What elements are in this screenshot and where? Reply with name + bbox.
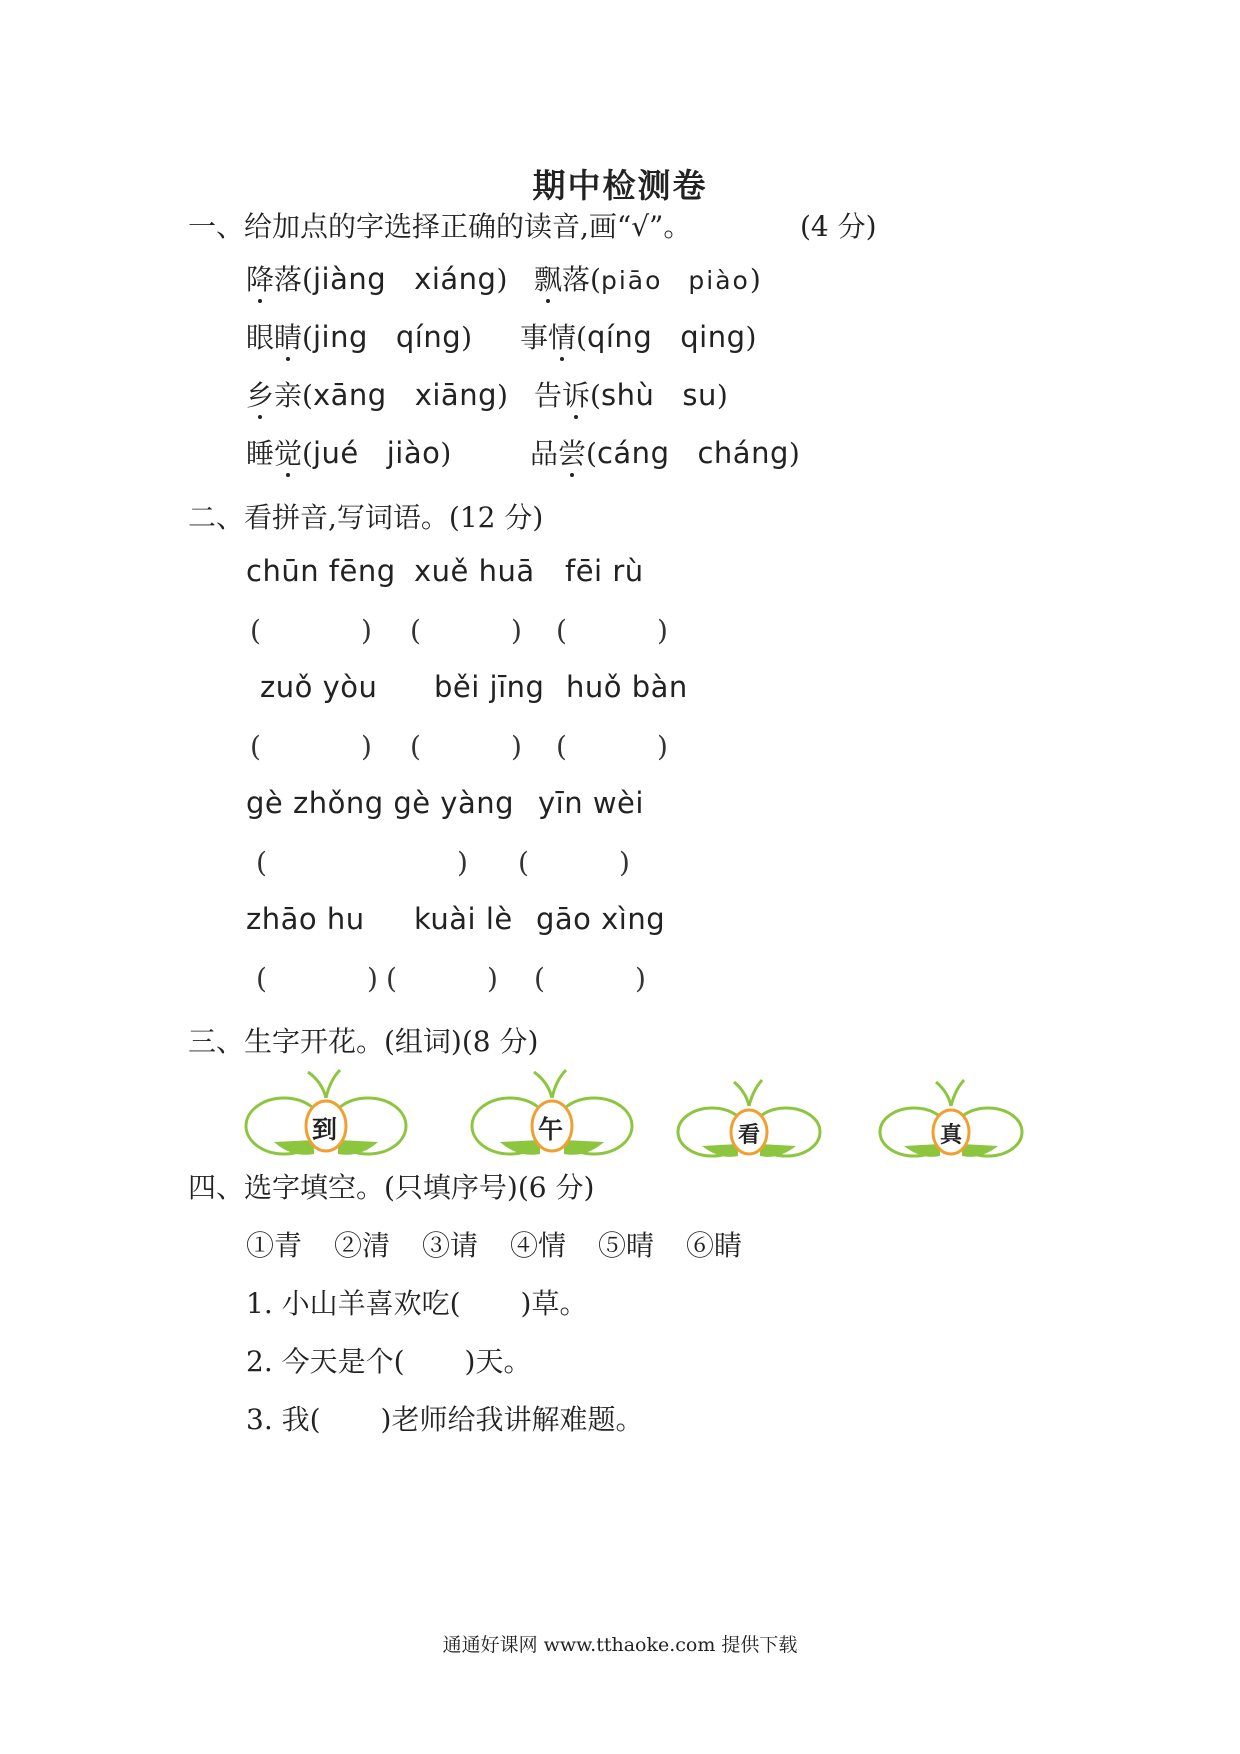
pron-item: 飘落(piāo piào) <box>534 263 761 296</box>
section3-heading: 三、生字开花。(组词)(8 分) <box>188 1025 539 1058</box>
dotted-char: 飘 <box>534 263 563 296</box>
flower-char: 午 <box>538 1115 564 1144</box>
option-2: ②清 <box>334 1229 391 1262</box>
option-1: ①青 <box>246 1229 303 1262</box>
question-3: 3. 我( )老师给我讲解难题。 <box>246 1403 644 1436</box>
pron-item: 降落(jiàng xiáng) <box>246 262 508 296</box>
section1-heading: 一、给加点的字选择正确的读音,画“√”。 <box>188 210 692 243</box>
answer-blank[interactable]: ( ) <box>386 962 498 995</box>
dotted-char: 降 <box>246 263 275 296</box>
section2-heading: 二、看拼音,写词语。(12 分) <box>188 501 544 534</box>
footer-text: 通通好课网 www.tthaoke.com 提供下载 <box>442 1634 798 1656</box>
flower-char: 真 <box>940 1122 963 1148</box>
answer-blank[interactable]: ( ) <box>410 614 522 647</box>
answer-blank[interactable]: ( ) <box>250 730 372 763</box>
answer-blank[interactable]: ( ) <box>250 614 372 647</box>
dotted-char: 乡 <box>246 379 275 412</box>
pinyin-word: yīn wèi <box>538 786 644 820</box>
pron-item: 乡亲(xāng xiāng) <box>246 378 508 412</box>
flower-diagram[interactable] <box>676 1076 822 1162</box>
flower-diagram[interactable] <box>470 1064 634 1160</box>
pron-item: 告诉(shù su) <box>534 378 728 412</box>
answer-blank[interactable]: ( ) <box>556 614 668 647</box>
question-2: 2. 今天是个( )天。 <box>246 1345 532 1378</box>
pron-item: 事情(qíng qing) <box>520 320 757 354</box>
pron-item: 睡觉(jué jiào) <box>246 436 452 470</box>
answer-blank[interactable]: ( ) <box>534 962 646 995</box>
flower-diagram[interactable] <box>244 1064 408 1160</box>
pinyin-word: xuě huā <box>414 554 535 588</box>
option-4: ④情 <box>510 1229 567 1262</box>
answer-blank[interactable]: ( ) <box>256 846 468 879</box>
option-3: ③请 <box>422 1229 479 1262</box>
dotted-char: 情 <box>548 321 577 354</box>
pinyin-word: gè zhǒng gè yàng <box>246 786 515 820</box>
dotted-char: 觉 <box>274 437 303 470</box>
dotted-char: 诉 <box>562 379 591 412</box>
pinyin-word: zuǒ yòu <box>260 670 378 704</box>
section1-score: (4 分) <box>800 210 877 243</box>
section4-heading: 四、选字填空。(只填序号)(6 分) <box>188 1171 595 1204</box>
pinyin-word: chūn fēng <box>246 554 396 588</box>
flower-diagram[interactable] <box>878 1076 1024 1162</box>
answer-blank[interactable]: ( ) <box>556 730 668 763</box>
flower-char: 到 <box>312 1115 338 1144</box>
answer-blank[interactable]: ( ) <box>410 730 522 763</box>
pinyin-word: gāo xìng <box>536 902 666 936</box>
dotted-char: 睛 <box>274 321 303 354</box>
flower-char: 看 <box>738 1122 761 1148</box>
pinyin-word: běi jīng <box>434 670 545 704</box>
pinyin-word: fēi rù <box>565 554 644 588</box>
pinyin-word: kuài lè <box>414 902 513 936</box>
option-6: ⑥睛 <box>686 1229 743 1262</box>
dotted-char: 尝 <box>558 437 587 470</box>
pron-item: 品尝(cáng cháng) <box>530 436 800 470</box>
pron-item: 眼睛(jing qíng) <box>246 320 473 354</box>
pinyin-word: huǒ bàn <box>566 670 688 704</box>
option-5: ⑤晴 <box>598 1229 655 1262</box>
page-title: 期中检测卷 <box>532 166 708 205</box>
answer-blank[interactable]: ( ) <box>256 962 378 995</box>
answer-blank[interactable]: ( ) <box>518 846 630 879</box>
pinyin-word: zhāo hu <box>246 902 365 936</box>
question-1: 1. 小山羊喜欢吃( )草。 <box>246 1287 588 1320</box>
